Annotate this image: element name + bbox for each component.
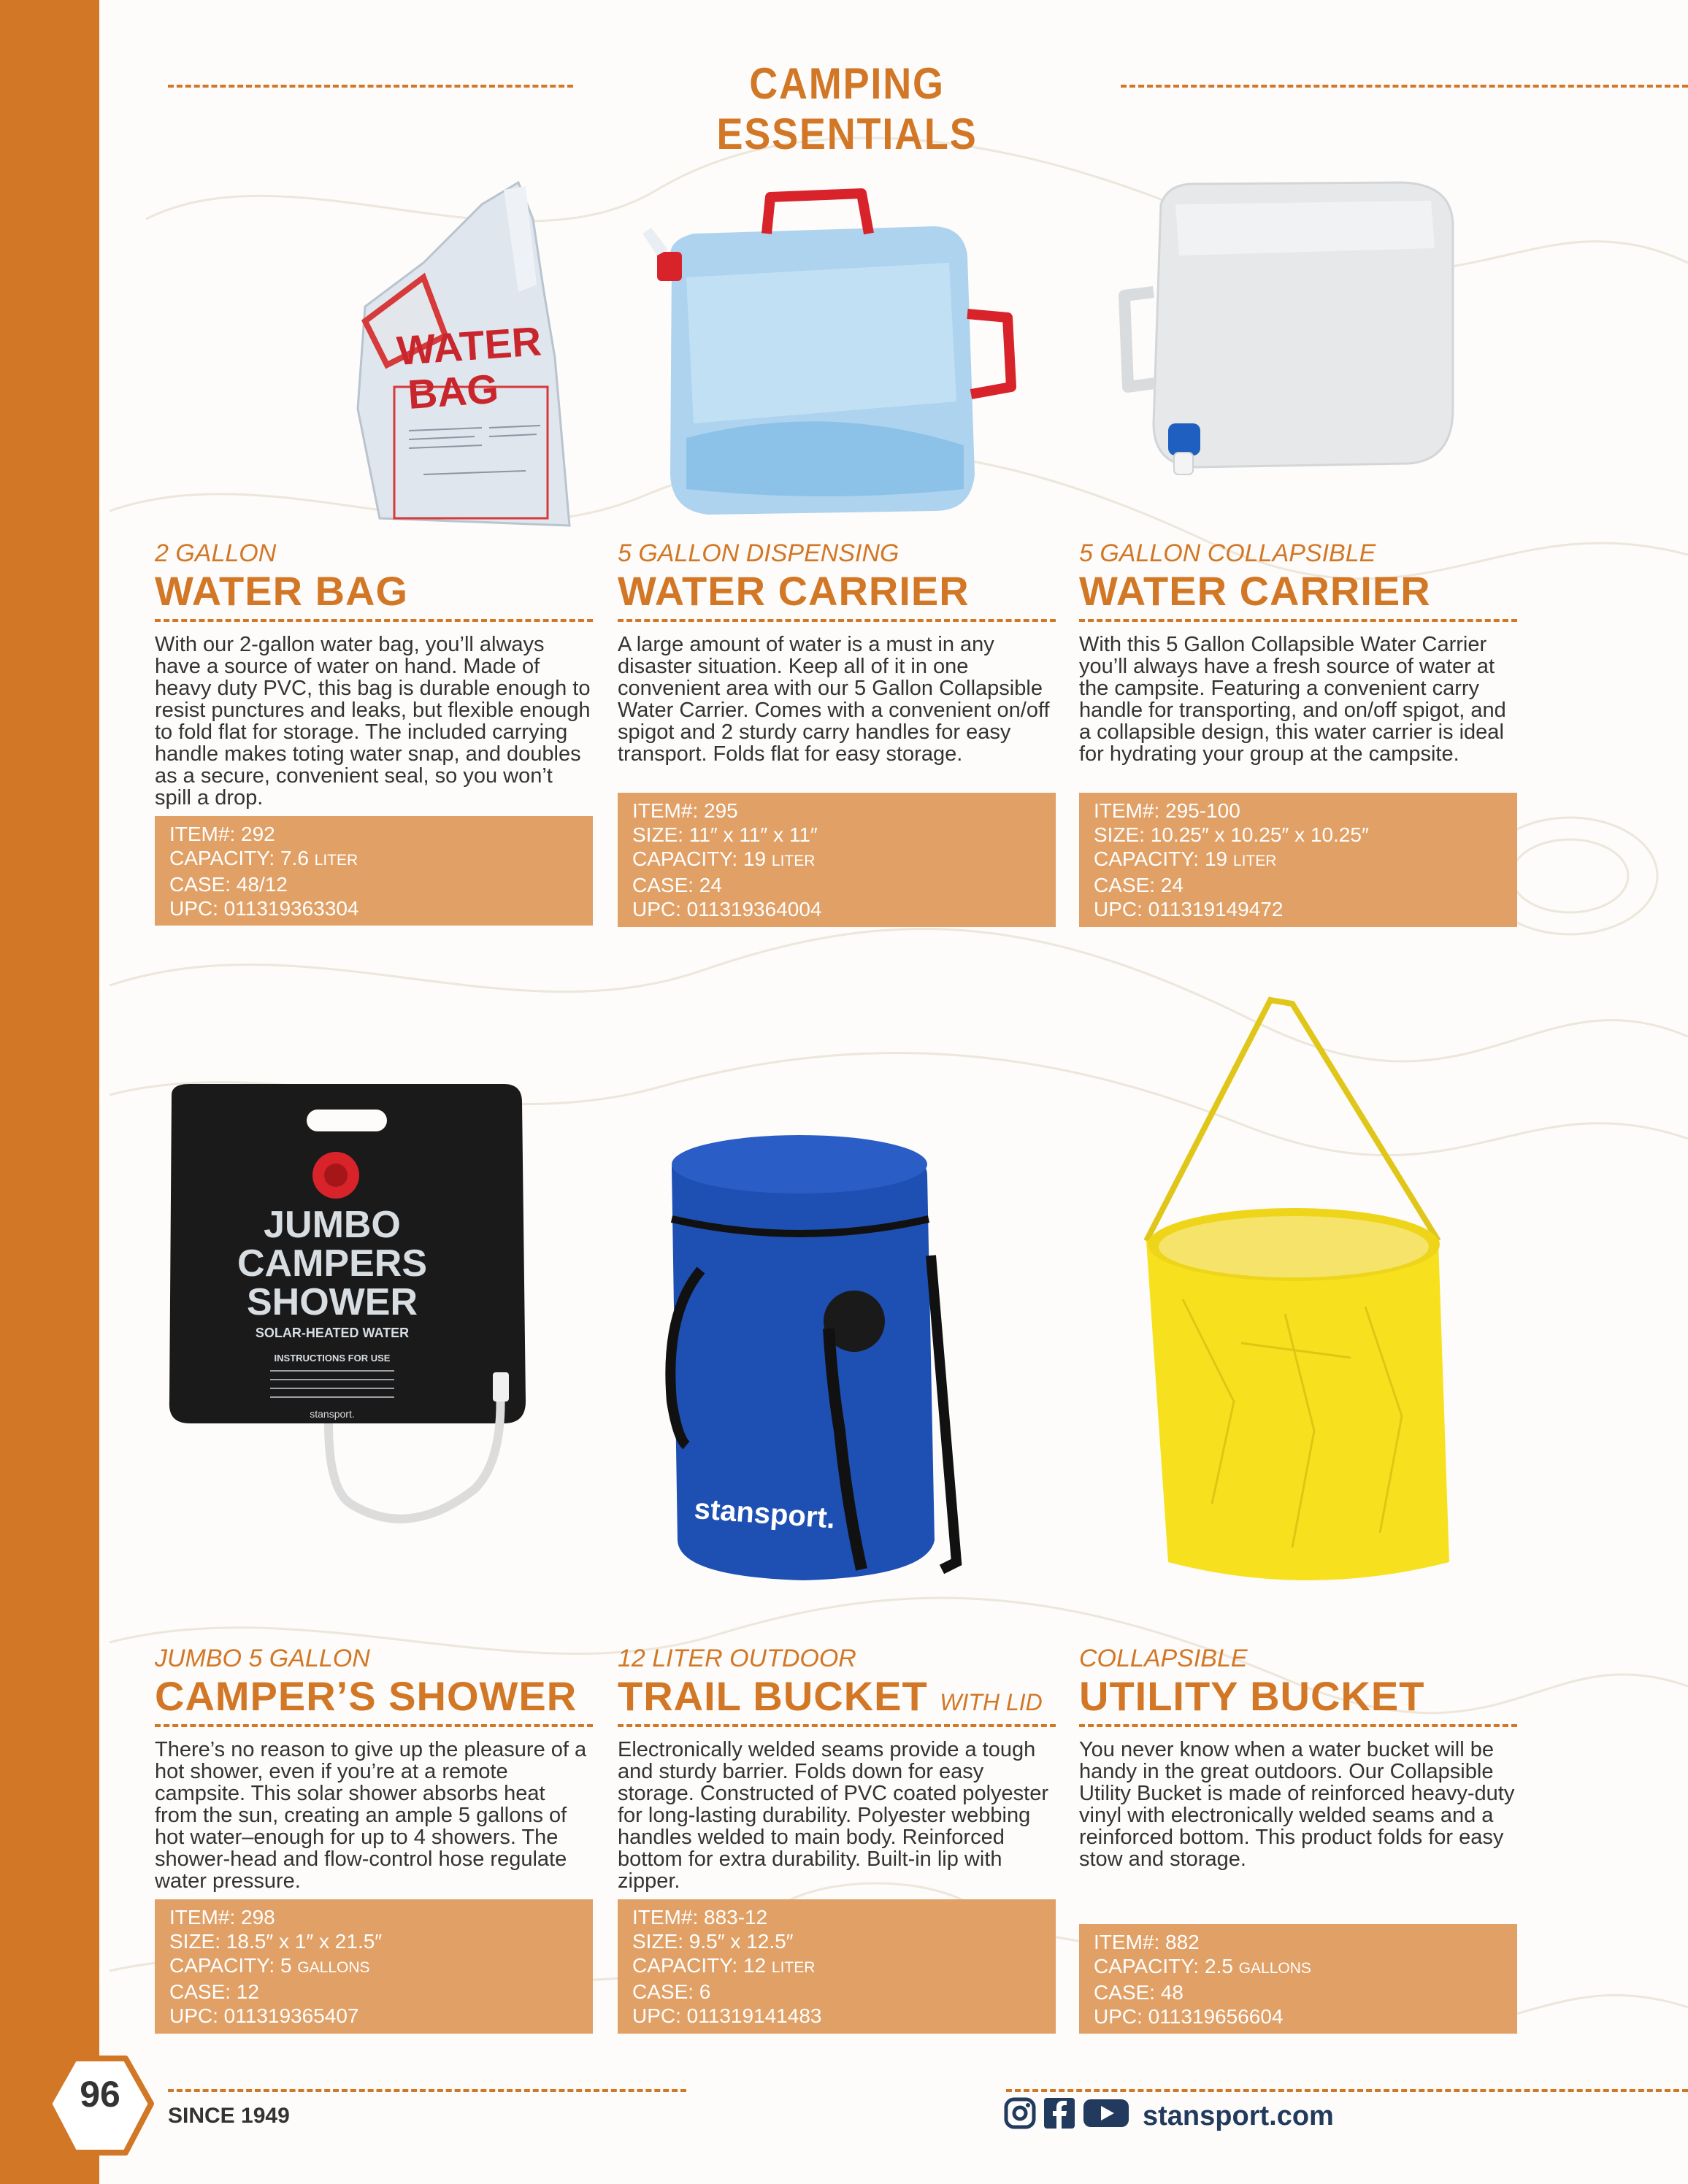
header-dash-right bbox=[1121, 85, 1688, 88]
utility-bucket-photo bbox=[1124, 993, 1460, 1599]
footer-dash-right bbox=[1006, 2089, 1688, 2092]
spec-capacity: CAPACITY: 12 LITER bbox=[632, 1954, 816, 1977]
spec-item: ITEM#: 295-100 bbox=[1094, 799, 1240, 822]
section-title: CAMPING ESSENTIALS bbox=[716, 59, 978, 158]
shower-photo-text-3: SHOWER bbox=[247, 1281, 418, 1323]
shower-photo-text-2: CAMPERS bbox=[237, 1242, 428, 1285]
product-specs bbox=[618, 793, 1056, 927]
spec-item: ITEM#: 298 bbox=[169, 1906, 275, 1929]
spec-upc: UPC: 011319149472 bbox=[1094, 898, 1284, 920]
website-link[interactable]: stansport.com bbox=[1143, 2101, 1334, 2131]
product-description: You never know when a water bucket will be handy in the great outdoors. Our Collapsible Utility Bucket is made of reinforced heavy-duty vinyl with electronically welded seams and a reinforced bottom. This product folds for easy stow and storage. bbox=[1079, 1738, 1515, 1871]
spec-item: ITEM#: 882 bbox=[1094, 1931, 1200, 1953]
product-specs bbox=[618, 1899, 1056, 2034]
product-campers-shower bbox=[155, 1644, 593, 2038]
trail-bucket-photo-text: stansport. bbox=[693, 1493, 837, 1535]
product-subtitle: 2 GALLON bbox=[155, 539, 277, 567]
product-collapsible-water-carrier bbox=[1079, 539, 1517, 933]
spec-capacity: CAPACITY: 5 GALLONS bbox=[169, 1954, 370, 1977]
spec-capacity: CAPACITY: 7.6 LITER bbox=[169, 847, 358, 869]
footer-dash-left bbox=[168, 2089, 686, 2092]
water-bag-photo-text-2: BAG bbox=[406, 365, 500, 418]
spec-size: SIZE: 10.25″ x 10.25″ x 10.25″ bbox=[1094, 823, 1369, 846]
dispensing-water-carrier-photo bbox=[642, 182, 1022, 526]
spec-case: CASE: 6 bbox=[632, 1980, 711, 2003]
product-subtitle: JUMBO 5 GALLON bbox=[155, 1645, 370, 1672]
product-description: With our 2-gallon water bag, you’ll always have a source of water on hand. Made of heavy duty PVC, this bag is durable enough to resist punctures and leaks, but flexible enough to fold flat for storage. The included carrying handle makes toting water snap, and doubles as a secure, convenient seal, so you won’t spill a drop. bbox=[155, 633, 591, 810]
since-label: SINCE 1949 bbox=[168, 2104, 290, 2128]
product-name: WATER CARRIER bbox=[1079, 568, 1431, 614]
product-water-bag bbox=[155, 539, 593, 933]
product-name: WATER BAG bbox=[155, 568, 409, 614]
trail-bucket-photo bbox=[642, 1124, 978, 1606]
youtube-icon[interactable] bbox=[1082, 2096, 1130, 2130]
campers-shower-photo bbox=[161, 1080, 584, 1591]
product-utility-bucket bbox=[1079, 1644, 1517, 2038]
shower-photo-text-5: INSTRUCTIONS FOR USE bbox=[274, 1353, 391, 1364]
product-divider bbox=[155, 1724, 593, 1727]
facebook-icon[interactable] bbox=[1043, 2096, 1076, 2130]
header-dash-left bbox=[168, 85, 573, 88]
product-subtitle: 5 GALLON DISPENSING bbox=[618, 539, 899, 567]
product-subtitle: 12 LITER OUTDOOR bbox=[618, 1645, 856, 1672]
product-description: Electronically welded seams provide a tough and sturdy barrier. Folds down for easy storage. Constructed of PVC coated polyester for long-lasting durability. Polyester webbing handles welded to main body. Reinforced bottom for extra durability. Built-in lip with zipper. bbox=[618, 1738, 1048, 1893]
spec-case: CASE: 12 bbox=[169, 1980, 259, 2003]
instagram-icon[interactable] bbox=[1003, 2096, 1037, 2130]
product-dispensing-water-carrier bbox=[618, 539, 1056, 933]
product-divider bbox=[1079, 619, 1517, 622]
spec-capacity: CAPACITY: 19 LITER bbox=[1094, 847, 1277, 870]
collapsible-water-carrier-photo bbox=[1110, 175, 1460, 482]
product-specs bbox=[1079, 793, 1517, 927]
spec-upc: UPC: 011319363304 bbox=[169, 897, 359, 920]
spec-upc: UPC: 011319364004 bbox=[632, 898, 822, 920]
product-specs bbox=[155, 1899, 593, 2034]
spec-item: ITEM#: 292 bbox=[169, 823, 275, 845]
shower-photo-text-4: SOLAR-HEATED WATER bbox=[255, 1326, 410, 1340]
product-name: CAMPER’S SHOWER bbox=[155, 1673, 578, 1719]
product-subtitle: 5 GALLON COLLAPSIBLE bbox=[1079, 539, 1376, 567]
page-number: 96 bbox=[80, 2074, 120, 2115]
spec-case: CASE: 24 bbox=[1094, 874, 1183, 896]
product-subtitle: COLLAPSIBLE bbox=[1079, 1645, 1248, 1672]
spec-upc: UPC: 011319141483 bbox=[632, 2004, 822, 2027]
product-name-main: TRAIL BUCKET bbox=[618, 1673, 928, 1719]
product-divider bbox=[1079, 1724, 1517, 1727]
spec-item: ITEM#: 295 bbox=[632, 799, 738, 822]
spec-capacity: CAPACITY: 19 LITER bbox=[632, 847, 816, 870]
product-divider bbox=[155, 619, 593, 622]
product-specs bbox=[155, 816, 593, 926]
product-description: A large amount of water is a must in any disaster situation. Keep all of it in one convenient area with our 5 Gallon Collapsible Water Carrier. Comes with a convenient on/off spigot and 2 sturdy carry handles for easy transport. Folds flat for easy storage. bbox=[618, 633, 1050, 766]
product-name bbox=[618, 1673, 1056, 1720]
product-description: With this 5 Gallon Collapsible Water Carrier you’ll always have a fresh source of water at the campsite. Featuring a convenient carry handle for transporting, and on/off spigot, and a collapsible design, this water carrier is ideal for hydrating your group at the campsite. bbox=[1079, 633, 1506, 766]
section-header bbox=[168, 58, 1688, 158]
spec-size: SIZE: 9.5″ x 12.5″ bbox=[632, 1930, 794, 1953]
spec-case: CASE: 48/12 bbox=[169, 873, 288, 896]
spec-item: ITEM#: 883-12 bbox=[632, 1906, 768, 1929]
product-divider bbox=[618, 619, 1056, 622]
product-name: UTILITY BUCKET bbox=[1079, 1673, 1425, 1719]
product-name-suffix: WITH LID bbox=[940, 1689, 1043, 1715]
spec-capacity: CAPACITY: 2.5 GALLONS bbox=[1094, 1955, 1311, 1977]
product-divider bbox=[618, 1724, 1056, 1727]
spec-size: SIZE: 11″ x 11″ x 11″ bbox=[632, 823, 818, 846]
product-specs bbox=[1079, 1924, 1517, 2034]
shower-photo-text-6: stansport. bbox=[310, 1408, 355, 1420]
water-bag-photo bbox=[336, 175, 584, 540]
spec-size: SIZE: 18.5″ x 1″ x 21.5″ bbox=[169, 1930, 383, 1953]
spec-upc: UPC: 011319656604 bbox=[1094, 2005, 1284, 2028]
product-description: There’s no reason to give up the pleasure of a hot shower, even if you’re at a remote campsite. This solar shower absorbs heat from the sun, creating an ample 5 gallons of hot water–enough for up to 4 showers. The shower-head and flow-control hose regulate water pressure. bbox=[155, 1738, 587, 1893]
shower-photo-text-1: JUMBO bbox=[264, 1204, 401, 1246]
product-trail-bucket bbox=[618, 1644, 1056, 2038]
left-accent-bar bbox=[0, 0, 99, 2184]
spec-case: CASE: 24 bbox=[632, 874, 722, 896]
product-name: WATER CARRIER bbox=[618, 568, 970, 614]
spec-case: CASE: 48 bbox=[1094, 1981, 1183, 2004]
water-bag-photo-text-1: WATER bbox=[395, 318, 543, 374]
spec-upc: UPC: 011319365407 bbox=[169, 2004, 359, 2027]
